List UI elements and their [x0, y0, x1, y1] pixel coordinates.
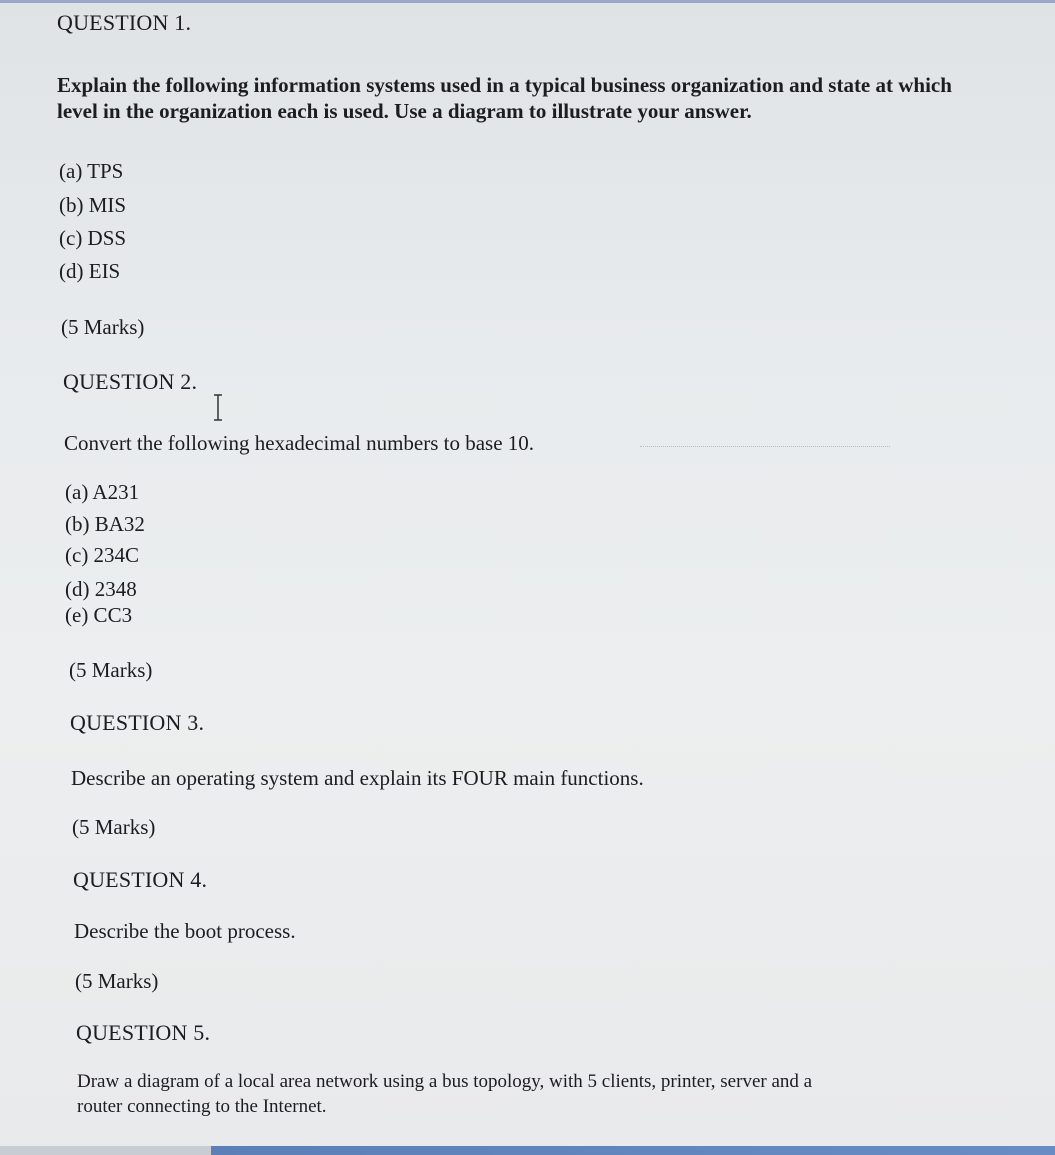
question-1-prompt-line-1: Explain the following information systems used in a typical business organization and state at which: [57, 73, 952, 97]
question-4-title: QUESTION 4.: [73, 867, 208, 892]
question-1-item-a: (a) TPS: [59, 159, 124, 183]
question-3-prompt: Describe an operating system and explain its FOUR main functions.: [71, 766, 644, 790]
question-3-marks: (5 Marks): [72, 815, 156, 839]
question-2-item-d: (d) 2348: [65, 577, 137, 601]
question-1-item-b: (b) MIS: [59, 193, 127, 217]
question-2-marks: (5 Marks): [69, 658, 153, 682]
question-2-item-b: (b) BA32: [65, 512, 145, 536]
text-cursor-icon: [210, 393, 226, 423]
question-1-item-c: (c) DSS: [59, 226, 127, 250]
question-1-item-d: (d) EIS: [59, 259, 121, 283]
taskbar-edge: [0, 1146, 1055, 1155]
question-2-item-a: (a) A231: [65, 480, 140, 504]
question-2-prompt: Convert the following hexadecimal numbers to base 10.: [64, 431, 535, 455]
question-1-marks: (5 Marks): [61, 315, 145, 339]
question-5-prompt-line-1: Draw a diagram of a local area network using a bus topology, with 5 clients, printer, server and a: [77, 1071, 813, 1092]
question-3-title: QUESTION 3.: [70, 710, 205, 735]
question-4-marks: (5 Marks): [75, 969, 159, 993]
question-2-item-e: (e) CC3: [65, 603, 133, 627]
question-1-title: QUESTION 1.: [57, 10, 192, 35]
question-4-prompt: Describe the boot process.: [74, 919, 296, 943]
question-2-title: QUESTION 2.: [63, 369, 198, 394]
question-2-item-c: (c) 234C: [65, 543, 140, 567]
question-1-prompt-line-2: level in the organization each is used. Use a diagram to illustrate your answer.: [57, 99, 752, 123]
faint-dotted-line: [640, 446, 890, 449]
question-5-title: QUESTION 5.: [76, 1020, 211, 1045]
question-5-prompt-line-2: router connecting to the Internet.: [77, 1096, 327, 1117]
